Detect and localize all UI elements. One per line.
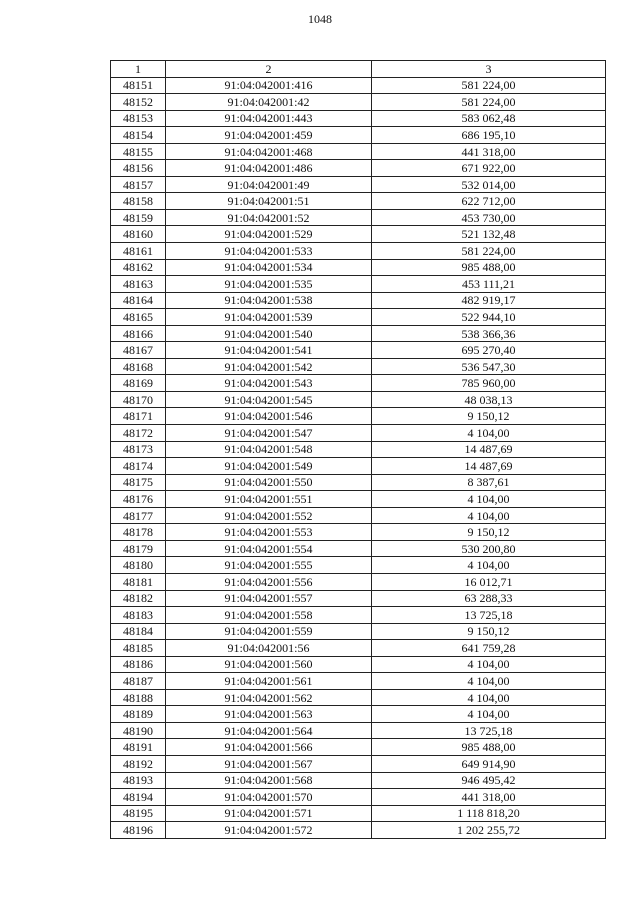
row-number-cell: 48160 (111, 226, 166, 243)
cadastral-number-cell: 91:04:042001:568 (166, 772, 372, 789)
table-row (111, 474, 606, 491)
cadastral-number-cell: 91:04:042001:558 (166, 607, 372, 624)
table-row (111, 325, 606, 342)
table-row (111, 193, 606, 210)
table-row (111, 573, 606, 590)
value-cell: 581 224,00 (372, 77, 606, 94)
row-number-cell: 48195 (111, 805, 166, 822)
cadastral-number-cell: 91:04:042001:553 (166, 524, 372, 541)
row-number-cell: 48161 (111, 243, 166, 260)
value-cell: 985 488,00 (372, 739, 606, 756)
table-row (111, 441, 606, 458)
cadastral-number-cell: 91:04:042001:459 (166, 127, 372, 144)
cadastral-number-cell: 91:04:042001:535 (166, 276, 372, 293)
cadastral-number-cell: 91:04:042001:556 (166, 573, 372, 590)
cadastral-number-cell: 91:04:042001:538 (166, 292, 372, 309)
value-cell: 583 062,48 (372, 110, 606, 127)
table-row (111, 607, 606, 624)
row-number-cell: 48183 (111, 607, 166, 624)
cadastral-number-cell: 91:04:042001:567 (166, 755, 372, 772)
column-header-1: 1 (111, 61, 166, 78)
value-cell: 48 038,13 (372, 391, 606, 408)
table-row (111, 491, 606, 508)
value-cell: 453 111,21 (372, 276, 606, 293)
value-cell: 538 366,36 (372, 325, 606, 342)
row-number-cell: 48151 (111, 77, 166, 94)
cadastral-number-cell: 91:04:042001:562 (166, 689, 372, 706)
table-row (111, 590, 606, 607)
cadastral-number-cell: 91:04:042001:534 (166, 259, 372, 276)
table-row (111, 209, 606, 226)
row-number-cell: 48176 (111, 491, 166, 508)
table-row (111, 822, 606, 839)
cadastral-number-cell: 91:04:042001:51 (166, 193, 372, 210)
value-cell: 16 012,71 (372, 573, 606, 590)
cadastral-number-cell: 91:04:042001:566 (166, 739, 372, 756)
value-cell: 453 730,00 (372, 209, 606, 226)
value-cell: 686 195,10 (372, 127, 606, 144)
row-number-cell: 48179 (111, 540, 166, 557)
cadastral-number-cell: 91:04:042001:545 (166, 391, 372, 408)
row-number-cell: 48154 (111, 127, 166, 144)
row-number-cell: 48196 (111, 822, 166, 839)
row-number-cell: 48189 (111, 706, 166, 723)
cadastral-number-cell: 91:04:042001:561 (166, 673, 372, 690)
row-number-cell: 48190 (111, 722, 166, 739)
value-cell: 14 487,69 (372, 458, 606, 475)
row-number-cell: 48171 (111, 408, 166, 425)
value-cell: 622 712,00 (372, 193, 606, 210)
value-cell: 641 759,28 (372, 640, 606, 657)
value-cell: 482 919,17 (372, 292, 606, 309)
row-number-cell: 48165 (111, 309, 166, 326)
row-number-cell: 48168 (111, 358, 166, 375)
table-row (111, 276, 606, 293)
value-cell: 9 150,12 (372, 524, 606, 541)
table-row (111, 110, 606, 127)
table-row (111, 259, 606, 276)
table-row (111, 127, 606, 144)
row-number-cell: 48188 (111, 689, 166, 706)
column-header-3: 3 (372, 61, 606, 78)
value-cell: 9 150,12 (372, 623, 606, 640)
cadastral-number-cell: 91:04:042001:56 (166, 640, 372, 657)
table-row (111, 226, 606, 243)
cadastral-number-cell: 91:04:042001:533 (166, 243, 372, 260)
cadastral-number-cell: 91:04:042001:550 (166, 474, 372, 491)
value-cell: 8 387,61 (372, 474, 606, 491)
cadastral-number-cell: 91:04:042001:554 (166, 540, 372, 557)
table-row (111, 143, 606, 160)
cadastral-number-cell: 91:04:042001:563 (166, 706, 372, 723)
column-header-2: 2 (166, 61, 372, 78)
row-number-cell: 48187 (111, 673, 166, 690)
value-cell: 441 318,00 (372, 143, 606, 160)
table-row (111, 160, 606, 177)
table-row (111, 375, 606, 392)
value-cell: 1 202 255,72 (372, 822, 606, 839)
row-number-cell: 48169 (111, 375, 166, 392)
cadastral-number-cell: 91:04:042001:539 (166, 309, 372, 326)
row-number-cell: 48181 (111, 573, 166, 590)
table-row (111, 309, 606, 326)
row-number-cell: 48159 (111, 209, 166, 226)
cadastral-number-cell: 91:04:042001:468 (166, 143, 372, 160)
table-row (111, 408, 606, 425)
value-cell: 63 288,33 (372, 590, 606, 607)
cadastral-number-cell: 91:04:042001:570 (166, 789, 372, 806)
table-row (111, 391, 606, 408)
row-number-cell: 48173 (111, 441, 166, 458)
table-row (111, 557, 606, 574)
table-row (111, 722, 606, 739)
value-cell: 522 944,10 (372, 309, 606, 326)
row-number-cell: 48157 (111, 176, 166, 193)
row-number-cell: 48172 (111, 425, 166, 442)
row-number-cell: 48174 (111, 458, 166, 475)
value-cell: 532 014,00 (372, 176, 606, 193)
value-cell: 4 104,00 (372, 491, 606, 508)
cadastral-number-cell: 91:04:042001:443 (166, 110, 372, 127)
table-row (111, 524, 606, 541)
row-number-cell: 48156 (111, 160, 166, 177)
cadastral-number-cell: 91:04:042001:541 (166, 342, 372, 359)
value-cell: 4 104,00 (372, 689, 606, 706)
value-cell: 536 547,30 (372, 358, 606, 375)
cadastral-number-cell: 91:04:042001:52 (166, 209, 372, 226)
cadastral-number-cell: 91:04:042001:549 (166, 458, 372, 475)
table-row (111, 176, 606, 193)
cadastral-number-cell: 91:04:042001:543 (166, 375, 372, 392)
table-row (111, 755, 606, 772)
row-number-cell: 48175 (111, 474, 166, 491)
table-row (111, 243, 606, 260)
table-row (111, 507, 606, 524)
cadastral-number-cell: 91:04:042001:555 (166, 557, 372, 574)
row-number-cell: 48163 (111, 276, 166, 293)
cadastral-number-cell: 91:04:042001:546 (166, 408, 372, 425)
value-cell: 530 200,80 (372, 540, 606, 557)
value-cell: 671 922,00 (372, 160, 606, 177)
value-cell: 695 270,40 (372, 342, 606, 359)
row-number-cell: 48153 (111, 110, 166, 127)
value-cell: 4 104,00 (372, 557, 606, 574)
row-number-cell: 48191 (111, 739, 166, 756)
value-cell: 4 104,00 (372, 656, 606, 673)
value-cell: 985 488,00 (372, 259, 606, 276)
table-row (111, 739, 606, 756)
row-number-cell: 48167 (111, 342, 166, 359)
value-cell: 581 224,00 (372, 243, 606, 260)
row-number-cell: 48182 (111, 590, 166, 607)
cadastral-number-cell: 91:04:042001:540 (166, 325, 372, 342)
value-cell: 13 725,18 (372, 722, 606, 739)
value-cell: 4 104,00 (372, 507, 606, 524)
table-row (111, 706, 606, 723)
row-number-cell: 48158 (111, 193, 166, 210)
row-number-cell: 48180 (111, 557, 166, 574)
row-number-cell: 48162 (111, 259, 166, 276)
value-cell: 4 104,00 (372, 673, 606, 690)
page-number: 1048 (308, 12, 332, 26)
value-cell: 13 725,18 (372, 607, 606, 624)
row-number-cell: 48186 (111, 656, 166, 673)
value-cell: 441 318,00 (372, 789, 606, 806)
table-row (111, 425, 606, 442)
cadastral-number-cell: 91:04:042001:564 (166, 722, 372, 739)
cadastral-number-cell: 91:04:042001:571 (166, 805, 372, 822)
table-row (111, 358, 606, 375)
cadastral-number-cell: 91:04:042001:559 (166, 623, 372, 640)
row-number-cell: 48194 (111, 789, 166, 806)
value-cell: 946 495,42 (372, 772, 606, 789)
value-cell: 649 914,90 (372, 755, 606, 772)
cadastral-number-cell: 91:04:042001:552 (166, 507, 372, 524)
cadastral-number-cell: 91:04:042001:551 (166, 491, 372, 508)
table-row (111, 772, 606, 789)
value-cell: 785 960,00 (372, 375, 606, 392)
value-cell: 1 118 818,20 (372, 805, 606, 822)
registry-table (110, 60, 606, 839)
table-row (111, 623, 606, 640)
value-cell: 14 487,69 (372, 441, 606, 458)
value-cell: 581 224,00 (372, 94, 606, 111)
table-row (111, 656, 606, 673)
row-number-cell: 48152 (111, 94, 166, 111)
row-number-cell: 48193 (111, 772, 166, 789)
table-row (111, 673, 606, 690)
row-number-cell: 48185 (111, 640, 166, 657)
cadastral-number-cell: 91:04:042001:557 (166, 590, 372, 607)
row-number-cell: 48178 (111, 524, 166, 541)
row-number-cell: 48170 (111, 391, 166, 408)
value-cell: 9 150,12 (372, 408, 606, 425)
cadastral-number-cell: 91:04:042001:547 (166, 425, 372, 442)
row-number-cell: 48164 (111, 292, 166, 309)
cadastral-number-cell: 91:04:042001:542 (166, 358, 372, 375)
cadastral-number-cell: 91:04:042001:572 (166, 822, 372, 839)
table-row (111, 540, 606, 557)
cadastral-number-cell: 91:04:042001:529 (166, 226, 372, 243)
value-cell: 4 104,00 (372, 706, 606, 723)
cadastral-number-cell: 91:04:042001:416 (166, 77, 372, 94)
table-row (111, 342, 606, 359)
row-number-cell: 48192 (111, 755, 166, 772)
row-number-cell: 48166 (111, 325, 166, 342)
table-row (111, 292, 606, 309)
table-row (111, 458, 606, 475)
table-row (111, 77, 606, 94)
row-number-cell: 48184 (111, 623, 166, 640)
cadastral-number-cell: 91:04:042001:548 (166, 441, 372, 458)
table-row (111, 640, 606, 657)
value-cell: 521 132,48 (372, 226, 606, 243)
table-row (111, 689, 606, 706)
row-number-cell: 48177 (111, 507, 166, 524)
cadastral-number-cell: 91:04:042001:49 (166, 176, 372, 193)
table-row (111, 805, 606, 822)
cadastral-number-cell: 91:04:042001:42 (166, 94, 372, 111)
table-header-row (111, 61, 606, 78)
cadastral-number-cell: 91:04:042001:560 (166, 656, 372, 673)
value-cell: 4 104,00 (372, 425, 606, 442)
table-row (111, 94, 606, 111)
cadastral-number-cell: 91:04:042001:486 (166, 160, 372, 177)
table-row (111, 789, 606, 806)
row-number-cell: 48155 (111, 143, 166, 160)
